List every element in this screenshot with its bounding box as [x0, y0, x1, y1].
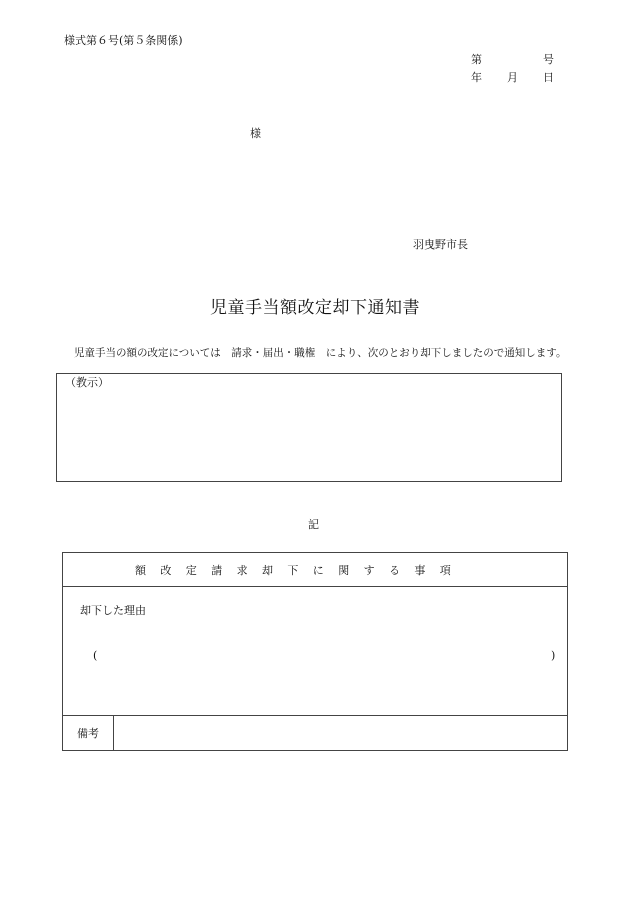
table-header-row: [63, 553, 567, 587]
notice-box: [56, 373, 562, 482]
form-number: 様式第６号(第５条関係): [64, 34, 183, 47]
document-number-prefix: 第: [471, 53, 482, 66]
reason-paren-close: ): [551, 649, 556, 662]
addressee-honorific: 様: [250, 127, 261, 140]
notice-label: （教示）: [65, 376, 109, 389]
date-month-label: 月: [507, 71, 518, 84]
ki-label: 記: [308, 518, 319, 531]
date-year-label: 年: [471, 71, 482, 84]
document-number-suffix: 号: [543, 53, 554, 66]
remarks-label: 備考: [77, 727, 99, 740]
date-day-label: 日: [543, 71, 554, 84]
details-table: [62, 552, 568, 751]
reason-paren-open: (: [93, 649, 98, 662]
document-title: 児童手当額改定却下通知書: [210, 298, 420, 318]
sender-name: 羽曳野市長: [413, 238, 468, 251]
remarks-divider: [113, 716, 114, 751]
body-text: 児童手当の額の改定については 請求・届出・職権 により、次のとおり却下しましたので通知します。: [74, 347, 567, 359]
reason-label: 却下した理由: [80, 604, 146, 617]
remarks-row: [63, 715, 567, 751]
table-header-text: 額改定請求却下に関する事項: [135, 564, 466, 577]
